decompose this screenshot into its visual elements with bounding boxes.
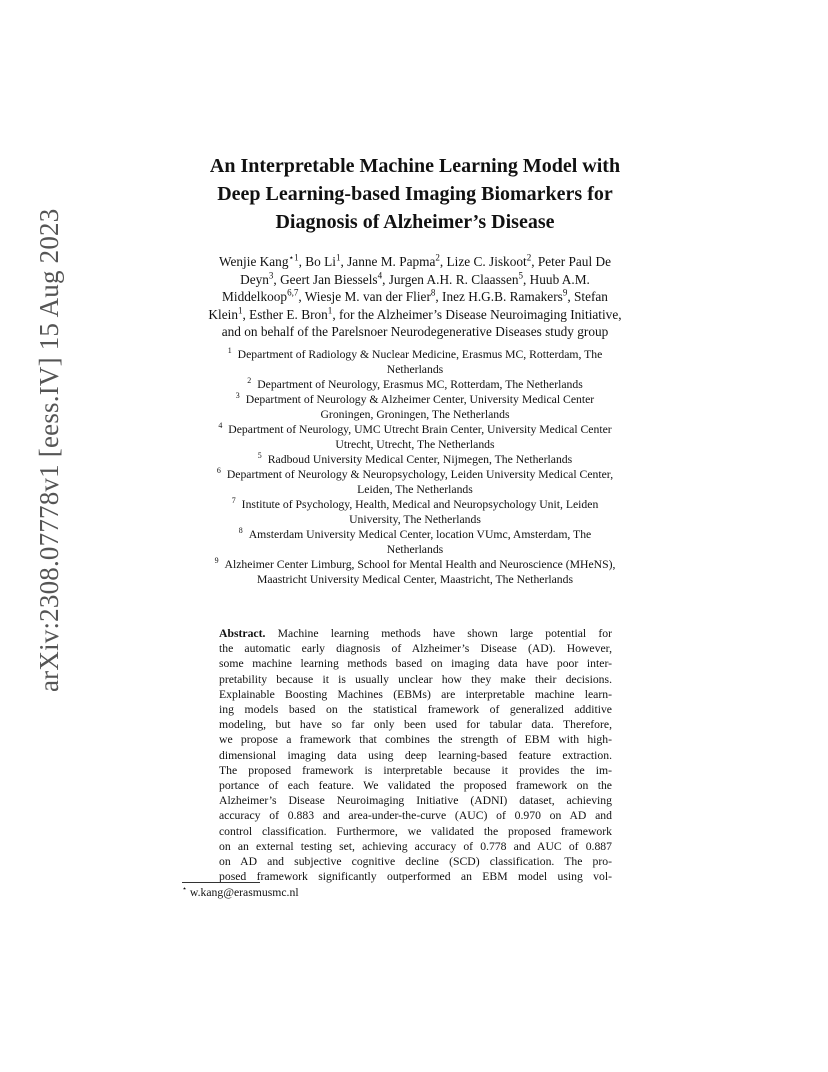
abstract-text: control classification. Furthermore, we validated the proposed framework xyxy=(219,824,612,838)
affiliation-text: Alzheimer Center Limburg, School for Mental Health and Neuroscience (MHeNS), xyxy=(224,558,616,571)
affiliation-text: Groningen, Groningen, The Netherlands xyxy=(320,408,510,421)
footnote-email: w.kang@erasmusmc.nl xyxy=(189,886,299,899)
affiliation-number: 2 xyxy=(247,376,252,386)
abstract-text: Explainable Boosting Machines (EBMs) are interpretable machine learn- xyxy=(219,687,612,701)
affiliation-text: Department of Neurology & Alzheimer Center, University Medical Center xyxy=(245,393,595,406)
abstract-line xyxy=(219,702,612,717)
affiliation-text: Amsterdam University Medical Center, location VUmc, Amsterdam, The xyxy=(248,528,592,541)
affiliation-text: Department of Neurology, UMC Utrecht Brain Center, University Medical Center xyxy=(228,423,612,436)
abstract-line xyxy=(219,793,612,808)
affiliation-text: Institute of Psychology, Health, Medical and Neuropsychology Unit, Leiden xyxy=(241,498,599,511)
affiliation-line xyxy=(150,527,680,542)
affiliation-marker: 1 xyxy=(327,305,333,316)
author-text: Klein xyxy=(208,306,238,322)
author-text: , Huub A.M. xyxy=(523,271,590,287)
affiliation-marker: 9 xyxy=(562,287,568,298)
affiliation-text: Leiden, The Netherlands xyxy=(357,483,473,496)
author-text: , Esther E. Bron xyxy=(242,306,328,322)
abstract-text: some machine learning methods based on imaging data have poor inter- xyxy=(219,657,612,671)
affiliation-line xyxy=(150,572,680,587)
author-text: , Bo Li xyxy=(298,254,336,269)
title-line: Deep Learning-based Imaging Biomarkers for xyxy=(217,183,613,205)
affiliation-number: 3 xyxy=(235,391,240,401)
paper-title xyxy=(150,152,680,236)
affiliation-marker: 2 xyxy=(435,252,440,263)
affiliation-line xyxy=(150,437,680,452)
abstract-line xyxy=(219,778,612,793)
abstract-line xyxy=(219,672,612,687)
affiliation-line xyxy=(150,362,680,377)
author-text: , Wiesje M. van der Flier xyxy=(298,289,431,304)
abstract xyxy=(219,626,612,884)
affiliation-marker: 4 xyxy=(377,270,383,281)
affiliation-line xyxy=(150,497,680,512)
affiliation-marker: 3 xyxy=(268,270,274,281)
affiliation-marker: 2 xyxy=(526,252,532,263)
affiliation-list xyxy=(150,347,680,587)
affiliation-number: 4 xyxy=(218,421,223,431)
abstract-label: Abstract. xyxy=(219,627,266,640)
footnote-divider xyxy=(182,882,260,883)
author-line xyxy=(150,271,680,289)
affiliation-line xyxy=(150,482,680,497)
abstract-line xyxy=(219,641,612,656)
affiliation-text: University, The Netherlands xyxy=(349,513,481,526)
abstract-line xyxy=(219,824,612,839)
author-text: , Jurgen A.H. R. Claassen xyxy=(382,271,519,287)
abstract-line xyxy=(219,763,612,778)
affiliation-number: 9 xyxy=(214,556,219,566)
affiliation-line xyxy=(150,407,680,422)
affiliation-text: Department of Radiology & Nuclear Medicine, Erasmus MC, Rotterdam, The xyxy=(237,348,603,361)
affiliation-number: 5 xyxy=(257,451,262,461)
affiliation-marker: 5 xyxy=(518,270,524,281)
author-text: , Lize C. Jiskoot xyxy=(439,254,527,269)
affiliation-line xyxy=(150,467,680,482)
author-text: Deyn xyxy=(240,271,269,287)
title-line: An Interpretable Machine Learning Model with xyxy=(209,155,621,177)
affiliation-line xyxy=(150,542,680,557)
abstract-line xyxy=(219,808,612,823)
author-text: Middelkoop xyxy=(222,289,288,304)
abstract-line xyxy=(219,869,612,884)
abstract-text: the automatic early diagnosis of Alzheimer’s Disease (AD). However, xyxy=(219,642,612,656)
affiliation-number: 7 xyxy=(231,496,236,506)
affiliation-text: Radboud University Medical Center, Nijmegen, The Netherlands xyxy=(267,453,573,466)
abstract-text: on an external testing set, achieving accuracy of 0.778 and AUC of 0.887 xyxy=(219,839,612,853)
affiliation-text: Utrecht, Utrecht, The Netherlands xyxy=(335,438,495,451)
abstract-text: pretability because it is usually unclear how they make their decisions. xyxy=(219,672,612,686)
abstract-text: Alzheimer’s Disease Neuroimaging Initiative (ADNI) dataset, achieving xyxy=(219,794,612,808)
affiliation-line xyxy=(150,392,680,407)
affiliation-number: 6 xyxy=(216,466,221,476)
abstract-line xyxy=(219,732,612,747)
author-line xyxy=(150,288,680,306)
author-line xyxy=(150,306,680,324)
abstract-line xyxy=(219,626,612,641)
affiliation-line xyxy=(150,512,680,527)
affiliation-text: Department of Neurology & Neuropsychology, Leiden University Medical Center, xyxy=(226,468,614,481)
affiliation-line xyxy=(150,557,680,572)
affiliation-text: Maastricht University Medical Center, Maastricht, The Netherlands xyxy=(256,573,574,586)
abstract-line xyxy=(219,656,612,671)
abstract-text: Machine learning methods have shown large potential for xyxy=(277,627,613,640)
abstract-text: portance of each feature. We validated the proposed framework on the xyxy=(219,779,612,793)
affiliation-marker: 6,7 xyxy=(287,287,299,298)
author-text: , Janne M. Papma xyxy=(340,254,436,269)
affiliation-number: 1 xyxy=(227,346,232,356)
abstract-text: posed framework significantly outperformed an EBM model using vol- xyxy=(219,870,612,884)
abstract-text: on AD and subjective cognitive decline (SCD) classification. The pro- xyxy=(219,855,612,869)
author-text: Wenjie Kang xyxy=(219,254,289,269)
affiliation-text: Department of Neurology, Erasmus MC, Rotterdam, The Netherlands xyxy=(257,378,583,391)
affiliation-marker: 8 xyxy=(430,287,436,298)
affiliation-text: Netherlands xyxy=(386,363,444,376)
abstract-line xyxy=(219,839,612,854)
author-text: and on behalf of the Parelsnoer Neurodegenerative Diseases study group xyxy=(221,324,609,339)
affiliation-line xyxy=(150,452,680,467)
affiliation-marker: 1 xyxy=(335,252,341,263)
corresponding-email-footnote xyxy=(182,885,299,900)
abstract-line xyxy=(219,854,612,869)
abstract-text: modeling, but have so far only been used for tabular data. Therefore, xyxy=(219,718,612,732)
abstract-text: ing models based on the statistical framework of generalized additive xyxy=(219,703,612,717)
author-line xyxy=(150,253,680,271)
affiliation-number: 8 xyxy=(238,526,243,536)
abstract-text: accuracy of 0.883 and area-under-the-curve (AUC) of 0.970 on AD and xyxy=(219,809,612,823)
affiliation-marker: 1 xyxy=(237,305,243,316)
abstract-text: dimensional imaging data using deep learning-based feature extraction. xyxy=(219,748,612,762)
affiliation-marker: ⋆1 xyxy=(288,252,299,263)
abstract-text: we propose a framework that combines the strength of EBM with high- xyxy=(219,733,612,747)
abstract-line xyxy=(219,748,612,763)
abstract-text: The proposed framework is interpretable because it provides the im- xyxy=(219,763,612,777)
affiliation-line xyxy=(150,347,680,362)
author-text: , for the Alzheimer’s Disease Neuroimaging Initiative, xyxy=(332,306,622,322)
affiliation-line xyxy=(150,422,680,437)
author-text: , Geert Jan Biessels xyxy=(273,271,378,287)
title-line: Diagnosis of Alzheimer’s Disease xyxy=(275,211,555,233)
author-text: , Inez H.G.B. Ramakers xyxy=(435,289,563,304)
affiliation-text: Netherlands xyxy=(386,543,444,556)
author-text: , Stefan xyxy=(567,289,608,304)
footnote-mark: ⋆ xyxy=(182,884,187,894)
author-line xyxy=(150,323,680,341)
abstract-line xyxy=(219,717,612,732)
arxiv-identifier: arXiv:2308.07778v1 [eess.IV] 15 Aug 2023 xyxy=(34,208,64,692)
author-list xyxy=(150,253,680,341)
author-text: , Peter Paul De xyxy=(531,254,611,269)
affiliation-line xyxy=(150,377,680,392)
abstract-line xyxy=(219,687,612,702)
